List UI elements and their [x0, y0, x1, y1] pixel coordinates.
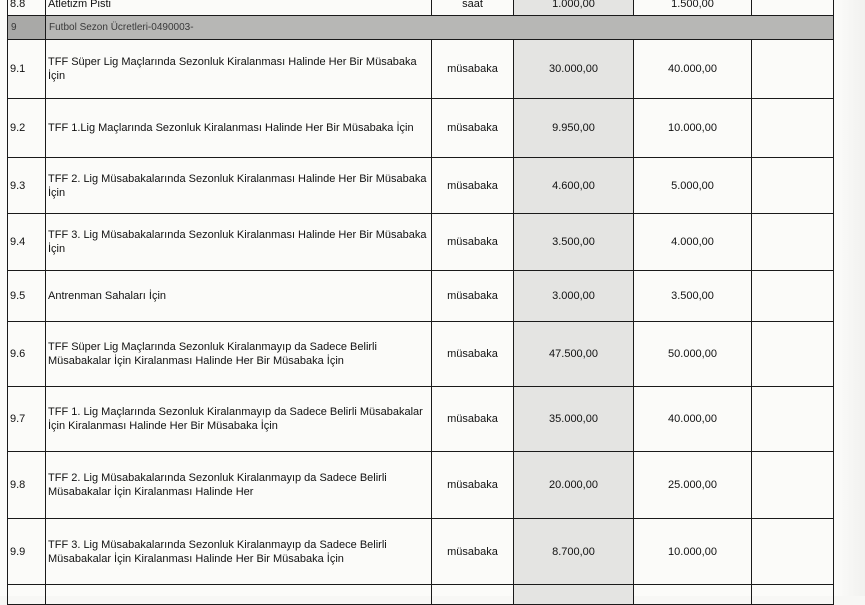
row-number: 9.3	[8, 158, 46, 214]
tariff-table	[7, 0, 834, 605]
row-price-new: 10.000,00	[634, 519, 752, 585]
row-price-current: 4.600,00	[514, 158, 634, 214]
row-price-new: 1.500,00	[634, 0, 752, 16]
table-row	[8, 214, 834, 271]
row-unit: müsabaka	[432, 40, 514, 99]
row-price-new: 5.000,00	[634, 158, 752, 214]
row-number: 9.6	[8, 322, 46, 387]
row-price-current: 20.000,00	[514, 452, 634, 519]
row-number: 9.8	[8, 452, 46, 519]
row-price-current: 3.000,00	[514, 271, 634, 322]
table-row	[8, 519, 834, 585]
row-note	[752, 387, 834, 452]
row-note	[752, 0, 834, 16]
section-header-row	[8, 16, 834, 40]
row-unit: müsabaka	[432, 158, 514, 214]
row-number: 9.7	[8, 387, 46, 452]
row-price-current: 9.950,00	[514, 99, 634, 158]
table-row	[8, 0, 834, 16]
row-price-new: 10.000,00	[634, 99, 752, 158]
table-row	[8, 99, 834, 158]
row-description: TFF Süper Lig Maçlarında Sezonluk Kiralanmayıp da Sadece Belirli Müsabakalar İçin Kiralanması Halinde Her Bir Müsabaka İçin	[46, 322, 432, 387]
row-cell-empty	[46, 585, 432, 605]
row-description: TFF 1. Lig Maçlarında Sezonluk Kiralanmayıp da Sadece Belirli Müsabakalar İçin Kiralanması Halinde Her Bir Müsabaka İçin	[46, 387, 432, 452]
table-row	[8, 322, 834, 387]
row-price-new: 25.000,00	[634, 452, 752, 519]
row-unit: müsabaka	[432, 452, 514, 519]
row-number: 9.2	[8, 99, 46, 158]
row-price-current: 3.500,00	[514, 214, 634, 271]
row-price-new: 40.000,00	[634, 387, 752, 452]
row-cell-empty	[432, 585, 514, 605]
row-note	[752, 322, 834, 387]
row-price-current: 47.500,00	[514, 322, 634, 387]
row-unit: müsabaka	[432, 387, 514, 452]
row-note	[752, 99, 834, 158]
row-cell-empty	[634, 585, 752, 605]
row-unit: müsabaka	[432, 322, 514, 387]
row-cell-empty	[514, 585, 634, 605]
row-price-new: 4.000,00	[634, 214, 752, 271]
table-row	[8, 40, 834, 99]
row-note	[752, 519, 834, 585]
row-number: 9.4	[8, 214, 46, 271]
page-edge-shadow	[837, 0, 865, 596]
table-row	[8, 271, 834, 322]
row-note	[752, 40, 834, 99]
row-note	[752, 271, 834, 322]
row-price-current: 30.000,00	[514, 40, 634, 99]
row-note	[752, 214, 834, 271]
row-unit: müsabaka	[432, 99, 514, 158]
row-unit: saat	[432, 0, 514, 16]
row-unit: müsabaka	[432, 519, 514, 585]
row-number: 9.9	[8, 519, 46, 585]
row-note	[752, 452, 834, 519]
row-unit: müsabaka	[432, 271, 514, 322]
row-number: 9.1	[8, 40, 46, 99]
row-description: TFF 3. Lig Müsabakalarında Sezonluk Kiralanmayıp da Sadece Belirli Müsabakalar İçin Kiralanması Halinde Her Bir Müsabaka İçin	[46, 519, 432, 585]
row-description: Atletizm Pisti	[46, 0, 432, 16]
row-cell-empty	[8, 585, 46, 605]
row-price-new: 40.000,00	[634, 40, 752, 99]
row-description: Antrenman Sahaları İçin	[46, 271, 432, 322]
table-row	[8, 158, 834, 214]
section-number: 9	[8, 16, 46, 40]
row-price-new: 3.500,00	[634, 271, 752, 322]
row-unit: müsabaka	[432, 214, 514, 271]
tariff-rows	[8, 40, 834, 605]
row-number: 9.5	[8, 271, 46, 322]
row-price-current: 1.000,00	[514, 0, 634, 16]
row-description: TFF 1.Lig Maçlarında Sezonluk Kiralanması Halinde Her Bir Müsabaka İçin	[46, 99, 432, 158]
row-cell-empty	[752, 585, 834, 605]
table-row	[8, 452, 834, 519]
row-price-current: 8.700,00	[514, 519, 634, 585]
row-description: TFF 2. Lig Müsabakalarında Sezonluk Kiralanmayıp da Sadece Belirli Müsabakalar İçin Kiralanması Halinde Her	[46, 452, 432, 519]
section-title: Futbol Sezon Ücretleri-0490003-	[46, 16, 834, 40]
table-row	[8, 387, 834, 452]
row-description: TFF Süper Lig Maçlarında Sezonluk Kiralanması Halinde Her Bir Müsabaka İçin	[46, 40, 432, 99]
row-note	[752, 158, 834, 214]
row-number: 8.8	[8, 0, 46, 16]
table-row	[8, 585, 834, 605]
row-price-current: 35.000,00	[514, 387, 634, 452]
row-description: TFF 3. Lig Müsabakalarında Sezonluk Kiralanması Halinde Her Bir Müsabaka İçin	[46, 214, 432, 271]
row-description: TFF 2. Lig Müsabakalarında Sezonluk Kiralanması Halinde Her Bir Müsabaka İçin	[46, 158, 432, 214]
row-price-new: 50.000,00	[634, 322, 752, 387]
